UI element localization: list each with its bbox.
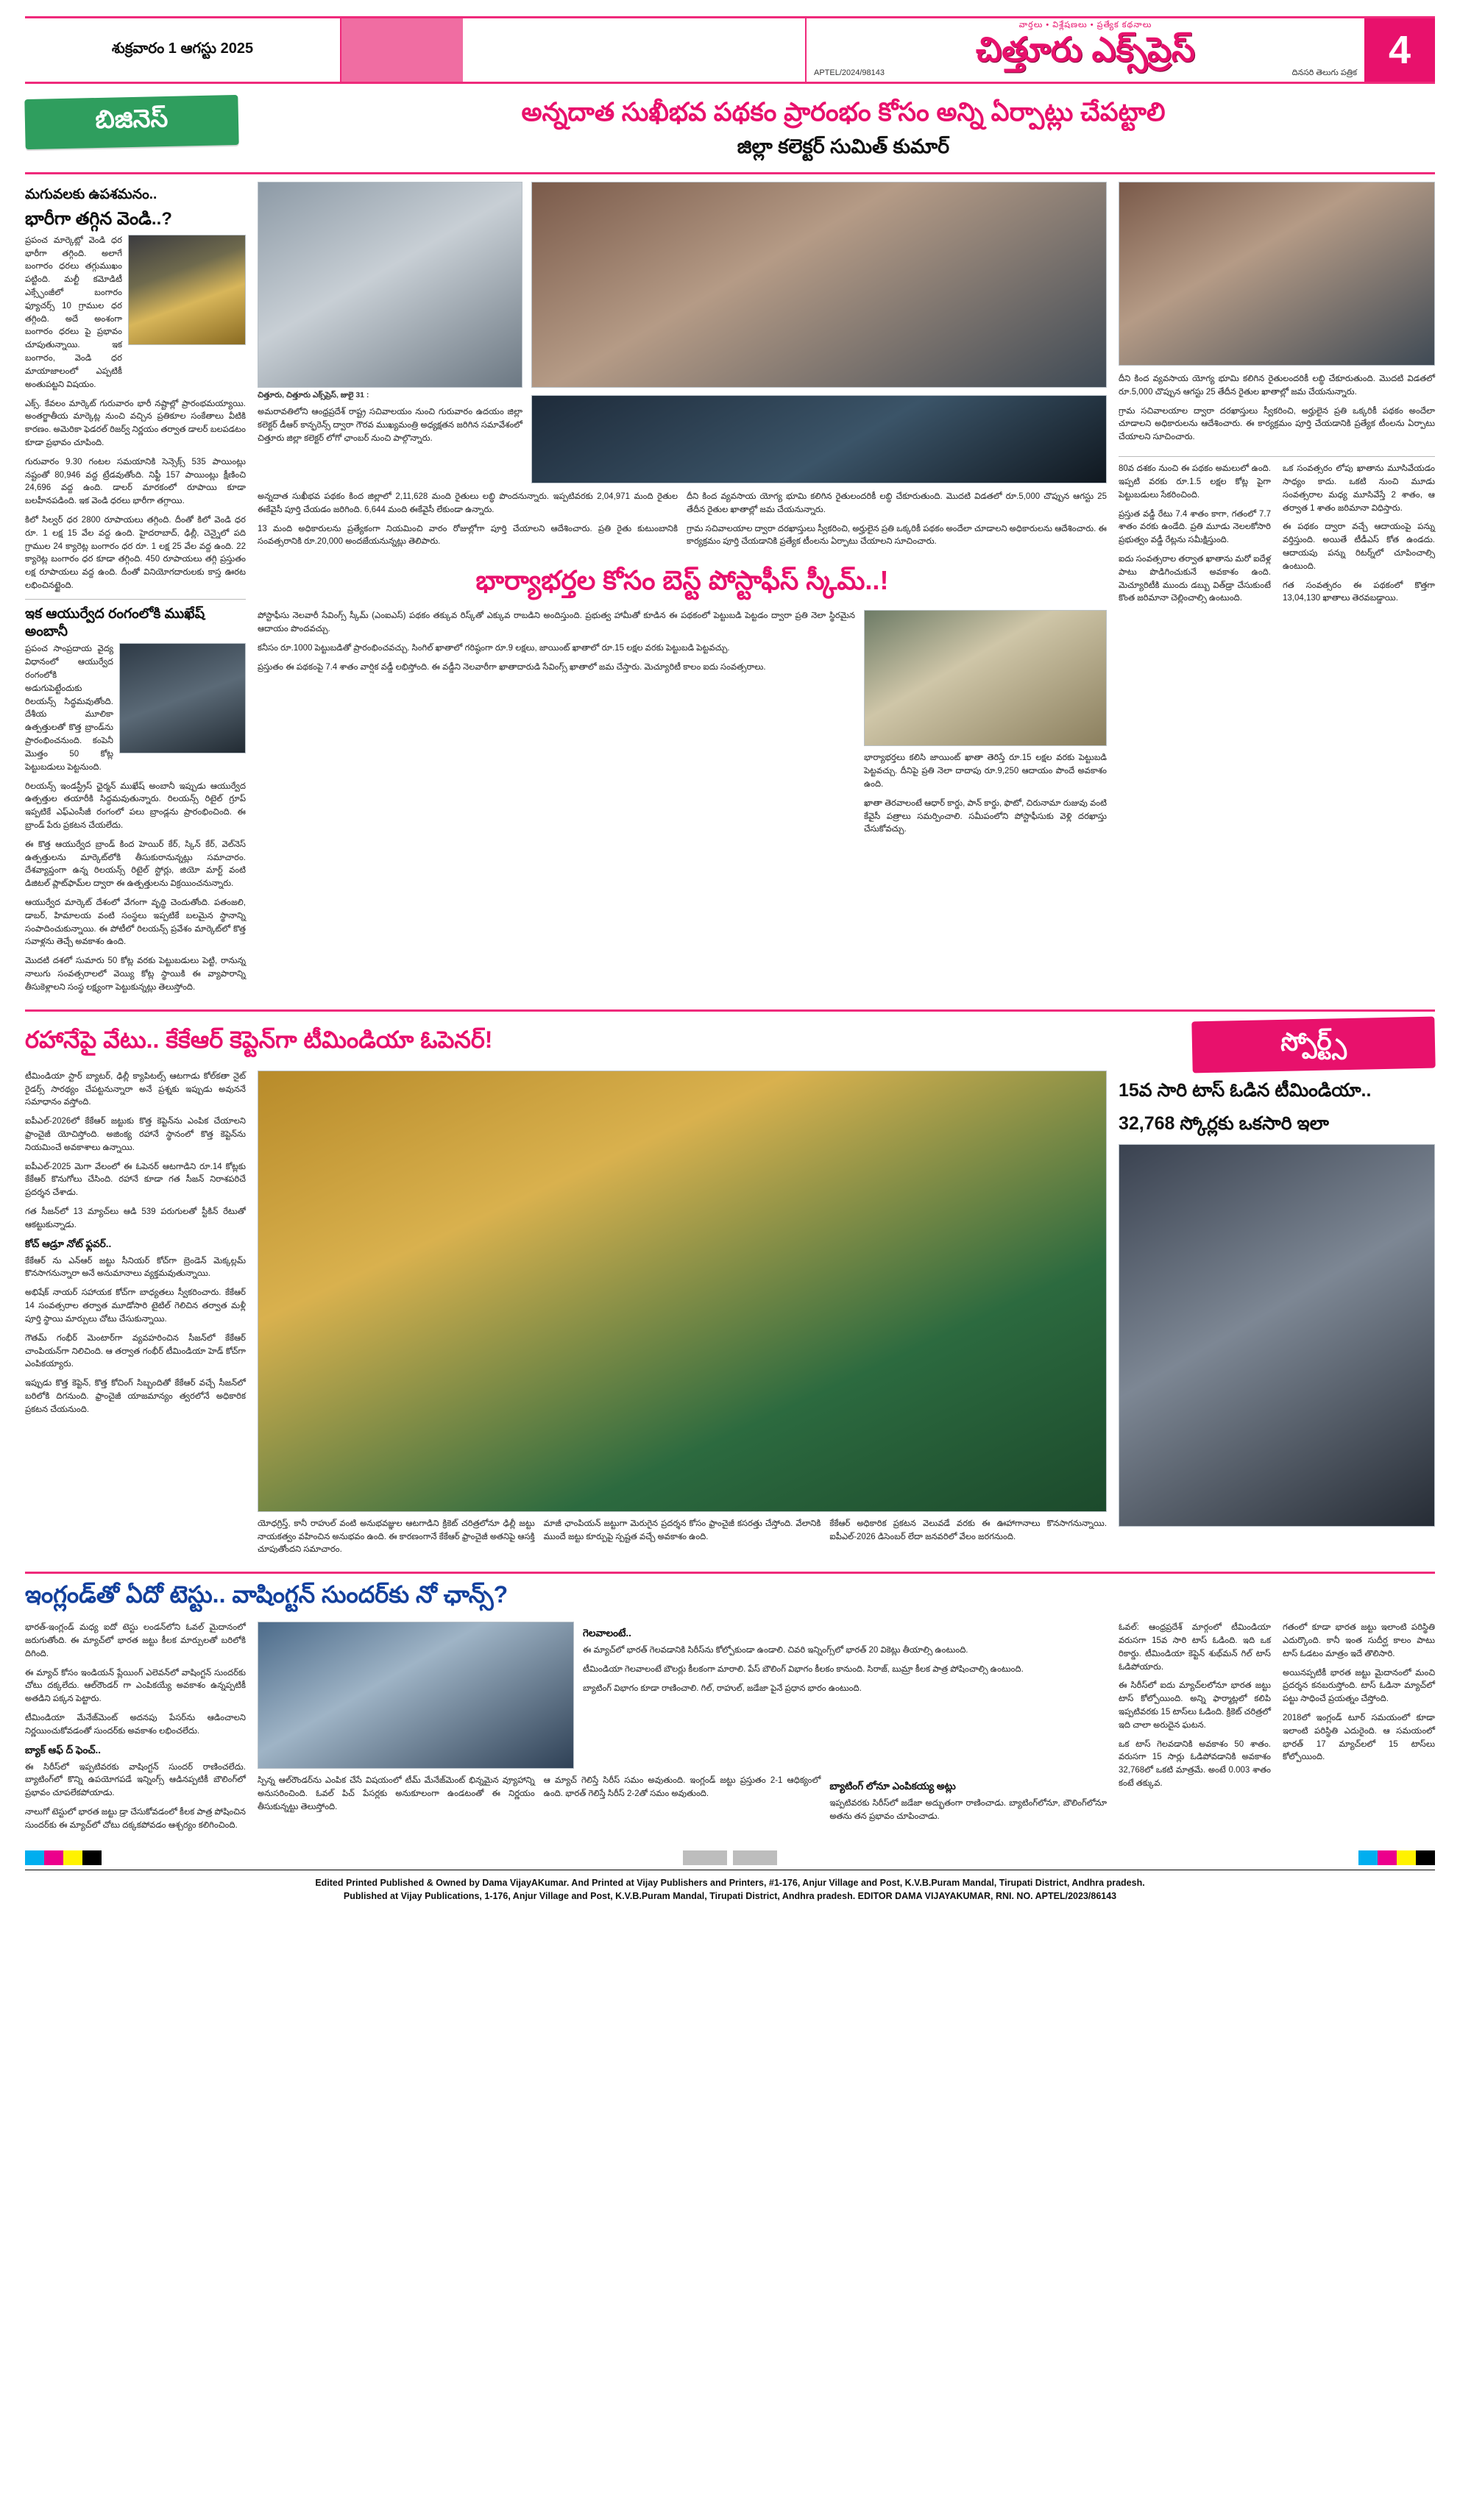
ambani-para-3: ఆయుర్వేద మార్కెట్ దేశంలో వేగంగా వృద్ధి చెందుతోంది. పతంజలి, డాబర్, హిమాలయ వంటి సంస్థలు ఇప్పటికే బలమైన స్థానాన్ని సంపాదించుకున్నాయి. ఈ పోటీలో రిలయన్స్ ప్రవేశం మార్కెట్‌లో కొత్త సవాళ్లను తెచ్చే అవకాశం ఉంది. [25,898,246,947]
sports-body [25,1071,1435,1563]
footer-line-1: Edited Printed Published & Owned by Dama VijayAKumar. And Printed at Vijay Publishers and Printers, #1-176, Anjur Village and Post, K.V.B.Puram Mandal, Tirupati District, Andhra pradesh. [315,1877,1145,1888]
england-para-1: ఈ మ్యాచ్ కోసం ఇండియన్ ప్లేయింగ్ ఎలెవన్‌లో వాషింగ్టన్ సుందర్‌కు చోటు దక్కలేదు. ఆల్‌రౌండర్ గా ఎంపికయ్యే అవకాశం ఉన్నప్పటికీ అతడిని పక్కన పెట్టారు. [25,1668,246,1704]
logo-title: చిత్తూరు ఎక్స్‌ప్రెస్ [975,29,1196,68]
collector-para-3: దీని కింద వ్యవసాయ యోగ్య భూమి కలిగిన రైతులందరికీ లబ్ధి చేకూరుతుంది. మొదటి విడతలో రూ.5,000 చొప్పున ఆగస్టు 25 తేదీన రైతుల ఖాతాల్లో జమ చేయనున్నారు. [687,492,1107,514]
ambani-para-0: ప్రపంచ సాంప్రదాయ వైద్య విధానంలో ఆయుర్వేద రంగంలోకి అడుగుపెట్టేందుకు రిలయన్స్ సిద్ధమవుతోంది. దేశీయ మూలికా ఉత్పత్తులతో కొత్త బ్రాండ్‌ను ప్రారంభించనుంది. కంపెనీ మొత్తం 50 కోట్ల పెట్టుబడులు పెట్టనుంది. [25,645,113,772]
money-photo [864,610,1107,746]
business-left-column [25,182,246,1001]
england-para2-1: నాలుగో టెస్టులో భారత జట్టు డ్రా చేసుకోవడంలో కీలక పాత్ర పోషించిన సుందర్‌కు ఈ మ్యాచ్‌లో చోటు దక్కకపోవడం ఆశ్చర్యం కలిగించింది. [25,1808,246,1830]
england-para-2: టీమిండియా మేనేజ్‌మెంట్ అదనపు పేసర్‌ను ఆడించాలని నిర్ణయించుకోవడంతో సుందర్‌కు అవకాశం లభించలేదు. [25,1714,246,1736]
business-body [25,182,1435,1001]
gold-para-3: కిలో సిల్వర్ ధర 2800 రూపాయలు తగ్గింది. దీంతో కిలో వెండి ధర రూ. 1 లక్ష 15 వేల వద్ద ఉంది. హైదరాబాద్, ఢిల్లీ, చెన్నైలో పది గ్రాముల 24 క్యారెట్ల బంగారం ధర రూ. 1 లక్ష 25 వేల వద్ద ఉంది. 22 క్యారెట్ల బంగారం ధర కూడా తగ్గింది. 450 రూపాయలు తగ్గి ప్రస్తుతం లక్ష రూపాయలు వద్ద ఉంది. దీంతో వినియోగదారులకు కాస్త ఊరట లభించినట్టైంది. [25,516,246,591]
england-right-subhead-2: బ్యాటింగ్ లోనూ ఎంపికయ్య అట్లు [829,1781,956,1792]
kkr-para-0: టీమిండియా స్టార్ బ్యాటర్, ఢిల్లీ క్యాపిటల్స్ ఆటగాడు కోల్‌కతా నైట్ రైడర్స్ సారథ్యం చేపట్టనున్నారా అనే ప్రశ్నకు ఇప్పుడు అవుననే సమాధానం వస్తోంది. [25,1071,246,1107]
lead-subhead: జిల్లా కలెక్టర్ సుమిత్ కుమార్ [737,135,950,157]
masthead [25,16,1435,84]
kkr-para2-3: ఇప్పుడు కొత్త కెప్టెన్, కొత్త కోచింగ్ సిబ్బందితో కేకేఆర్ వచ్చే సీజన్‌లో బరిలోకి దిగనుంది. ఫ్రాంచైజీ యాజమాన్యం త్వరలోనే అధికారిక ప్రకటన చేయనుంది. [25,1379,246,1414]
postoffice-headline: భార్యాభర్తల కోసం బెస్ట్ పోస్టాఫీస్ స్కీమ్..! [475,565,889,596]
masthead-spacer [463,18,805,82]
postoffice-right-para-4: ఈ పథకం ద్వారా వచ్చే ఆదాయంపై పన్ను వర్తిస్తుంది. అయితే టీడీఎస్ కోత ఉండదు. ఆదాయపు పన్ను రిటర్న్‌లో చూపించాల్సి ఉంటుంది. [1283,522,1435,571]
business-middle-column [258,182,1107,1001]
footer-line-2: Published at Vijay Publications, 1-176, Anjur Village and Post, K.V.B.Puram Mandal, Tirupati District, Andhra pradesh. EDITOR DAMA VIJAYAKUMAR, RNI. NO. APTEL/2023/86143 [343,1891,1117,1902]
england-left-column [25,1622,246,1839]
england-right-para-0: ఈ మ్యాచ్‌లో భారత్ గెలవడానికి సిరీస్‌ను కోల్పోకుండా ఉండాలి. చివరి ఇన్నింగ్స్‌లో భారత్ 20 వికెట్లు తీయాల్సి ఉంటుంది. [583,1646,968,1655]
divider-pink-2 [25,1009,1435,1012]
grey-patch-1 [683,1850,727,1865]
kkr-caption-1: మాజీ ఛాంపియన్ జట్టుగా మెరుగైన ప్రదర్శన కోసం ఫ్రాంచైజీ కసరత్తు చేస్తోంది. వేలానికి ముందే జట్టు కూర్పుపై స్పష్టత వచ్చే అవకాశం ఉంది. [543,1519,821,1541]
logo-registration: APTEL/2024/98143 [814,68,885,78]
ambani-photo [119,643,246,753]
newspaper-logo [805,18,1364,82]
cmyk-gap [102,1850,683,1865]
toss-para-1: ఈ సిరీస్‌లో ఐదు మ్యాచ్‌లలోనూ భారత జట్టు టాస్ కోల్పోయింది. అన్ని ఫార్మాట్లలో కలిపి ఇప్పటివరకు 15 టాస్‌లు ఓడింది. క్రికెట్ చరిత్రలో ఇది చాలా అరుదైన ఘటన. [1119,1681,1271,1730]
england-body [25,1622,1435,1839]
cmyk-black [82,1850,102,1865]
postoffice-right-para-5: గత సంవత్సరం ఈ పథకంలో కొత్తగా 13,04,130 ఖాతాలు తెరవబడ్డాయి. [1283,581,1435,603]
gold-para-2: గురువారం 9.30 గంటల సమయానికి సెన్సెక్స్ 535 పాయింట్లు నష్టంతో 80,946 వద్ద ట్రేడవుతోంది. నిఫ్టీ 157 పాయింట్లు క్షీణించి 24,696 వద్ద ఉంది. డాలర్ మారకంలో రూపాయి కూడా బలహీనపడింది. ఇక వెండి ధరలు భారీగా తగ్గాయి. [25,457,246,506]
meeting-photo [531,182,1107,388]
collector-right-para-0: దీని కింద వ్యవసాయ యోగ్య భూమి కలిగిన రైతులందరికీ లబ్ధి చేకూరుతుంది. మొదటి విడతలో రూ.5,000 చొప్పున ఆగస్టు 25 తేదీన రైతుల ఖాతాల్లో జమ చేయనున్నారు. [1119,375,1435,397]
england-subhead: బ్యాక్ ఆఫ్ ద్ ఫెంచ్.. [25,1744,102,1756]
collector-para-2: 13 మంది అధికారులను ప్రత్యేకంగా నియమించి వారం రోజుల్లోగా పూర్తి చేయాలని ఆదేశించారు. ప్రతి రైతు కుటుంబానికి సంవత్సరానికి రూ.20,000 అందజేయనున్నట్లు తెలిపారు. [258,524,678,547]
sports-left-column [25,1071,246,1563]
kkr-para2-2: గౌతమ్ గంభీర్ మెంటార్‌గా వ్యవహరించిన సీజన్‌లో కేకేఆర్ చాంపియన్‌గా నిలిచింది. ఆ తర్వాత గంభీర్ టీమిండియా హెడ్ కోచ్‌గా ఎంపికయ్యారు. [25,1333,246,1369]
england-para2-0: ఈ సిరీస్‌లో ఇప్పటివరకు వాషింగ్టన్ సుందర్ రాణించలేదు. బ్యాటింగ్‌లో కొన్ని ఉపయోగపడే ఇన్నింగ్స్ ఆడినప్పటికీ బౌలింగ్‌లో ప్రభావం చూపలేకపోయాడు. [25,1762,246,1798]
toss-title-1: 15వ సారి టాస్ ఓడిన టీమిండియా.. [1119,1079,1372,1101]
postoffice-right-para-1: ప్రస్తుత వడ్డీ రేటు 7.4 శాతం కాగా, గతంలో 7.7 శాతం వరకు ఉండేది. ప్రతి మూడు నెలలకోసారి ప్రభుత్వం వడ్డీ రేట్లను సమీక్షిస్తుంది. [1119,509,1271,545]
cmyk-cyan-2 [1358,1850,1378,1865]
cmyk-yellow-2 [1397,1850,1416,1865]
kkr-subhead: కోచ్ ఆడ్రూ నోట్ ఫ్లవర్.. [25,1238,112,1249]
collector-para-0: అమరావతిలోని ఆంధ్రప్రదేశ్ రాష్ట్ర సచివాలయం నుంచి గురువారం ఉదయం జిల్లా కలెక్టర్ డీఆర్ కాన్ఫరెన్స్ ద్వారా గౌరవ ముఖ్యమంత్రి అధ్యక్షతన జరిగిన సమావేశంలో చిత్తూరు జిల్లా కలెక్టర్ లోగో ఛాంబర్ నుంచి పాల్గొన్నారు. [258,408,522,443]
collector-photo-caption: చిత్తూరు, చిత్తూరు ఎక్స్‌ప్రెస్, జులై 31 : [258,391,369,400]
lead-headline: అన్నదాత సుఖీభవ పథకం ప్రారంభం కోసం అన్ని ఏర్పాట్లు చేపట్టాలి [521,98,1166,127]
toss-para-4: అయినప్పటికీ భారత జట్టు మైదానంలో మంచి ప్రదర్శన కనబరుస్తోంది. టాస్ ఓడినా మ్యాచ్‌లో పట్టు సాధించే ప్రయత్నం చేస్తోంది. [1283,1668,1435,1704]
collector-right-para-1: గ్రామ సచివాలయాల ద్వారా దరఖాస్తులు స్వీకరించి, అర్హులైన ప్రతి ఒక్కరికీ పథకం అందేలా చూడాలని అధికారులను ఆదేశించారు. ఈ కార్యక్రమం పూర్తి చేయడానికి ప్రత్యేక టీంలను ఏర్పాటు చేయాలని సూచించారు. [1119,406,1435,442]
toss-para-5: 2018లో ఇంగ్లండ్ టూర్ సమయంలో కూడా ఇలాంటి పరిస్థితి ఎదురైంది. ఆ సమయంలో భారత్ 17 మ్యాచ్‌లలో 15 టాస్‌లు కోల్పోయింది. [1283,1714,1435,1762]
sports-middle-column [258,1071,1107,1563]
postoffice-para-0: పోస్టాఫీసు నెలవారీ సేవింగ్స్ స్కీమ్ (ఎంఐఎస్) పథకం తక్కువ రిస్క్‌తో ఎక్కువ రాబడిని అందిస్తుంది. ప్రభుత్వ హామీతో కూడిన ఈ పథకంలో పెట్టుబడి పెట్టడం ద్వారా ప్రతి నెలా స్థిరమైన ఆదాయం పొందవచ్చు. [258,611,855,634]
cmyk-gap-2 [777,1850,1358,1865]
collector-para-1: అన్నదాత సుఖీభవ పథకం కింద జిల్లాలో 2,11,628 మంది రైతులు లబ్ధి పొందనున్నారు. ఇప్పటివరకు 2,04,971 మంది రైతుల ఈకేవైసీ పూర్తి చేయడం జరిగింది. 6,644 మంది ఈకేవైసీ లేకుండా ఉన్నారు. [258,492,678,514]
england-celebration-photo [258,1622,574,1769]
sports-right-column [1119,1071,1435,1563]
kkr-para-2: ఐపీఎల్-2025 మెగా వేలంలో ఈ ఓపెనర్ ఆటగాడిని రూ.14 కోట్లకు కేకేఆర్ కొనుగోలు చేసింది. రహానే కూడా గత సీజన్ నిరాశపరిచే ప్రదర్శన చేశాడు. [25,1162,246,1198]
business-right-column [1119,182,1435,1001]
conference-room-photo [1119,182,1435,366]
sports-badge: స్పోర్ట్స్ [1191,1016,1435,1073]
kkr-headline: రహానేపై వేటు.. కేకేఆర్ కెప్టెన్‌గా టీమిండియా ఓపెనర్! [25,1026,493,1053]
gold-bars-photo [128,235,246,345]
ambani-headline: ఇక ఆయుర్వేద రంగంలోకి ముఖేష్ అంబానీ [25,606,205,639]
logo-tagline-top: వార్తలు • విశ్లేషణలు • ప్రత్యేక కథనాలు [1018,20,1152,29]
ambani-para-4: మొదటి దశలో సుమారు 50 కోట్ల వరకు పెట్టుబడులు పెట్టి, రానున్న నాలుగు సంవత్సరాలలో వెయ్యి కోట్ల స్థాయికి ఈ వ్యాపారాన్ని తీసుకెళ్లాలని సంస్థ లక్ష్యంగా పెట్టుకున్నట్లు తెలుస్తోంది. [25,956,246,992]
lead-headline-block [252,97,1435,163]
toss-para-2: ఒక టాస్ గెలవడానికి అవకాశం 50 శాతం. వరుసగా 15 సార్లు ఓడిపోవడానికి అవకాశం 32,768లో ఒకటి మాత్రమే. అంటే 0.003 శాతం కంటే తక్కువ. [1119,1739,1271,1789]
england-right-para-2: బ్యాటింగ్ విభాగం కూడా రాణించాలి. గిల్, రాహుల్, జడేజా పైనే ప్రధాన భారం ఉంటుంది. [583,1683,862,1693]
england-right-subhead: గెలవాలంటే.. [583,1628,631,1639]
collector-photo [258,182,522,388]
video-conference-photo [531,395,1107,483]
kkr-para2-1: అభిషేక్ నాయర్ సహాయక కోచ్‌గా బాధ్యతలు స్వీకరించారు. కేకేఆర్ 14 సంవత్సరాల తర్వాత మూడోసారి టైటిల్ గెలిచిన తర్వాత మళ్లీ పూర్తి స్థాయి మార్పులు చోటు చేసుకున్నాయి. [25,1288,246,1324]
gold-para-1: ఎక్స్. కేవలం మార్కెట్ గురువారం భారీ నష్టాల్లో ప్రారంభమయ్యాయి. అంతర్జాతీయ మార్కెట్ల నుంచి వచ్చిన ప్రతికూల సంకేతాలు వీటికి కారణం. అమెరికా ఫెడరల్ రిజర్వ్ నిర్ణయం తర్వాత డాలర్ బలపడటం కూడా ప్రభావం చూపింది. [25,399,246,447]
divider-pink-3 [25,1572,1435,1574]
cmyk-registration-bar [25,1850,1435,1865]
kkr-para2-0: కేకేఆర్ ను ఎన్ఆర్ జట్టు సీనియర్ కోచ్‌గా బ్రెండెన్ మెక్కల్లమ్ కొనసాగనున్నారా అనే అనుమానాలు వ్యక్తమవుతున్నాయి. [25,1256,246,1279]
page-number: 4 [1364,18,1435,82]
business-section-header [25,97,1435,163]
england-headline: ఇంగ్లండ్‌తో ఏదో టెస్టు.. వాషింగ్టన్ సుందర్‌కు నో ఛాన్స్? [25,1581,508,1608]
toss-para-0: ఓవల్: ఆంధ్రప్రదేశ్ మార్గంలో టీమిండియా వరుసగా 15వ సారి టాస్ ఓడింది. ఇది ఒక రికార్డు. టీమిండియా కెప్టెన్ శుభ్‌మన్ గిల్ టాస్ ఓడిపోయారు. [1119,1623,1271,1672]
footer-imprint [25,1870,1435,1917]
postoffice-right-para-2: ఐదు సంవత్సరాల తర్వాత ఖాతాను మరో ఐదేళ్ల పాటు పొడిగించుకునే అవకాశం ఉంది. మెచ్యూరిటీకి ముందు డబ్బు విత్‌డ్రా చేసుకుంటే కొంత జరిమానా చెల్లించాల్సి ఉంటుంది. [1119,554,1271,603]
toss-players-photo [1119,1144,1435,1527]
sports-section-header [25,1019,1435,1071]
cmyk-yellow [63,1850,82,1865]
postoffice-para-2: ప్రస్తుతం ఈ పథకంపై 7.4 శాతం వార్షిక వడ్డీ లభిస్తోంది. ఈ వడ్డీని నెలవారీగా ఖాతాదారుడి సేవింగ్స్ ఖాతాలో జమ చేస్తారు. మెచ్యూరిటీ కాలం ఐదు సంవత్సరాలు. [258,662,766,672]
england-caption-1: ఆ మ్యాచ్ గెలిస్తే సిరీస్ సమం అవుతుంది. ఇంగ్లండ్ జట్టు ప్రస్తుతం 2-1 ఆధిక్యంలో ఉంది. భారత్ గెలిస్తే సిరీస్ 2-2తో సమం అవుతుంది. [543,1776,821,1798]
gold-headline: భారీగా తగ్గిన వెండి..? [25,208,172,229]
grey-patch-2 [733,1850,777,1865]
toss-para-3: గతంలో కూడా భారత జట్టు ఇలాంటి పరిస్థితి ఎదుర్కొంది. కానీ ఇంత సుదీర్ఘ కాలం పాటు టాస్ ఓడటం మాత్రం ఇదే తొలిసారి. [1283,1623,1435,1658]
postoffice-right-para-0: 80వ దశకం నుంచి ఈ పథకం అమలులో ఉంది. ఇప్పటి వరకు రూ.1.5 లక్షల కోట్ల పైగా పెట్టుబడులు సేకరించింది. [1119,464,1271,500]
postoffice-para-3: భార్యాభర్తలు కలిసి జాయింట్ ఖాతా తెరిస్తే రూ.15 లక్షల వరకు పెట్టుబడి పెట్టవచ్చు. దీనిపై ప్రతి నెలా దాదాపు రూ.9,250 ఆదాయం పొందే అవకాశం ఉంది. [864,753,1107,789]
collector-para-4: గ్రామ సచివాలయాల ద్వారా దరఖాస్తులు స్వీకరించి, అర్హులైన ప్రతి ఒక్కరికీ పథకం అందేలా చూడాలని అధికారులను ఆదేశించారు. ఈ కార్యక్రమం పూర్తి చేయడానికి ప్రత్యేక టీంలను ఏర్పాటు చేయాలని సూచించారు. [687,524,1107,547]
kkr-caption-0: యోధగ్రిస్త్, కానీ రాహుల్ వంటి అనుభవజ్ఞుల ఆటగాడిని క్రికెట్ చరిత్రలోనూ ఢిల్లీ జట్టు నాయకత్వం వహించిన అనుభవం ఉంది. ఈ కారణంగానే కేకేఆర్ ఫ్రాంచైజీ అతనిపై ఆసక్తి చూపుతోందని సమాచారం. [258,1519,535,1555]
publication-date: శుక్రవారం 1 ఆగస్టు 2025 [25,18,341,82]
divider-pink [25,172,1435,174]
postoffice-right-para-3: ఒక సంవత్సరం లోపు ఖాతాను మూసివేయడం సాధ్యం కాదు. ఒకటి నుంచి మూడు సంవత్సరాల మధ్య మూసివేస్తే 2 శాతం, ఆ తర్వాత 1 శాతం జరిమానా విధిస్తారు. [1283,464,1435,513]
newspaper-page [0,16,1460,2520]
kkr-para-1: ఐపీఎల్-2026లో కేకేఆర్ జట్టుకు కొత్త కెప్టెన్‌ను ఎంపిక చేయాలని ఫ్రాంచైజీ యోచిస్తోంది. అజింక్య రహానే స్థానంలో కొత్త కెప్టెన్‌ను నియమించే అవకాశాలు ఉన్నాయి. [25,1117,246,1152]
ambani-para-2: ఈ కొత్త ఆయుర్వేద బ్రాండ్ కింద హెయిర్ కేర్, స్కిన్ కేర్, వెల్‌నెస్ ఉత్పత్తులను మార్కెట్‌లోకి తీసుకురానున్నట్లు సమాచారం. దేశవ్యాప్తంగా ఉన్న రిలయన్స్ రిటైల్ స్టోర్లు, జియో మార్ట్ వంటి డిజిటల్ ప్లాట్‌ఫామ్‌ల ద్వారా ఈ ఉత్పత్తులను విక్రయించనున్నారు. [25,840,246,889]
cmyk-cyan [25,1850,44,1865]
kkr-caption-2: కేకేఆర్ అధికారిక ప్రకటన వెలువడే వరకు ఈ ఊహాగానాలు కొనసాగనున్నాయి. ఐపీఎల్-2026 డిసెంబర్ లేదా జనవరిలో వేలం జరగనుంది. [829,1519,1108,1541]
england-caption-0: స్పిన్న ఆల్‌రౌండర్‌ను ఎంపిక చేసే విషయంలో టీమ్ మేనేజ్‌మెంట్ భిన్నమైన వ్యూహాన్ని అనుసరించింది. ఓవల్ పిచ్ పేసర్లకు అనుకూలంగా ఉండటంతో ఈ నిర్ణయం తీసుకున్నట్టు తెలుస్తోంది. [258,1776,535,1811]
divider-thin [25,599,246,600]
england-para-0: భారత్-ఇంగ్లండ్ మధ్య ఐదో టెస్టు లండన్‌లోని ఓవల్ మైదానంలో జరుగుతోంది. ఈ మ్యాచ్‌లో భారత జట్టు కీలక మార్పులతో బరిలోకి దిగింది. [25,1623,246,1658]
ambani-para-1: రిలయన్స్ ఇండస్ట్రీస్ ఛైర్మన్ ముఖేష్ అంబానీ ఇప్పుడు ఆయుర్వేద ఉత్పత్తుల తయారీకి సిద్ధమవుతున్నారు. రిలయన్స్ రిటైల్ గ్రూప్ ఇప్పటికే ఎఫ్ఎంసీజీ రంగంలో పలు బ్రాండ్లను ప్రారంభించింది. ఈ బ్రాండ్ పేరు ప్రకటన చేయలేదు. [25,781,246,830]
masthead-pink-strip [341,18,463,82]
postoffice-para-1: కనీసం రూ.1000 పెట్టుబడితో ప్రారంభించవచ్చు. సింగిల్ ఖాతాలో గరిష్ఠంగా రూ.9 లక్షలు, జాయింట్ ఖాతాలో రూ.15 లక్షల వరకు పెట్టుబడి పెట్టవచ్చు. [258,643,730,653]
business-badge: బిజినెస్ [24,95,238,149]
postoffice-para-4: ఖాతా తెరవాలంటే ఆధార్ కార్డు, పాన్ కార్డు, ఫొటో, చిరునామా రుజువు వంటి కేవైసీ పత్రాలు సమర్పించాలి. సమీపంలోని పోస్టాఫీసుకు వెళ్లి దరఖాస్తు చేసుకోవచ్చు. [864,798,1107,834]
cricket-batsman-photo [258,1071,1107,1512]
kkr-para-3: గత సీజన్‌లో 13 మ్యాచ్‌లు ఆడి 539 పరుగులతో స్టీకిన్ రేటుతో ఆకట్టుకున్నాడు. [25,1207,246,1229]
england-right-para2-0: ఇప్పటివరకు సిరీస్‌లో జడేజా అద్భుతంగా రాణించాడు. బ్యాటింగ్‌లోనూ, బౌలింగ్‌లోనూ అతను తన ప్రభావం చూపించాడు. [829,1799,1108,1821]
cmyk-magenta [44,1850,63,1865]
cmyk-black-2 [1416,1850,1435,1865]
toss-column [1119,1622,1435,1839]
gold-kicker: మగువలకు ఉపశమనం.. [25,187,157,202]
england-right-para-1: టీమిండియా గెలవాలంటే బౌలర్లు కీలకంగా మారాలి. పేస్ బౌలింగ్ విభాగం కీలకం కానుంది. సిరాజ్, బుమ్రా కీలక పాత్ర పోషించాల్సి ఉంటుంది. [583,1664,1024,1674]
england-middle-column [258,1622,1107,1839]
cmyk-magenta-2 [1378,1850,1397,1865]
gold-para-0: ప్రపంచ మార్కెట్లో వెండి ధర భారీగా తగ్గింది. అలాగే బంగారం ధరలు తగ్గుముఖం పట్టింది. మల్టీ కమోడిటీ ఎక్స్ఛేంజీలో బంగారం ఫ్యూచర్స్ 10 గ్రాముల ధర తగ్గింది. అదే అంశంగా బంగారం ధరలు పై ప్రభావం చూపుతున్నాయి. ఇక బంగారం, వెండి ధర మాయాజాలంలో ఎప్పటికీ అంతుపట్టని విషయం. [25,235,122,389]
divider-thin-right [1119,456,1435,457]
toss-title-2: 32,768 స్కోర్లకు ఒకసారి ఇలా [1119,1112,1329,1134]
logo-tagline-right: దినసరి తెలుగు పత్రిక [1291,68,1357,78]
